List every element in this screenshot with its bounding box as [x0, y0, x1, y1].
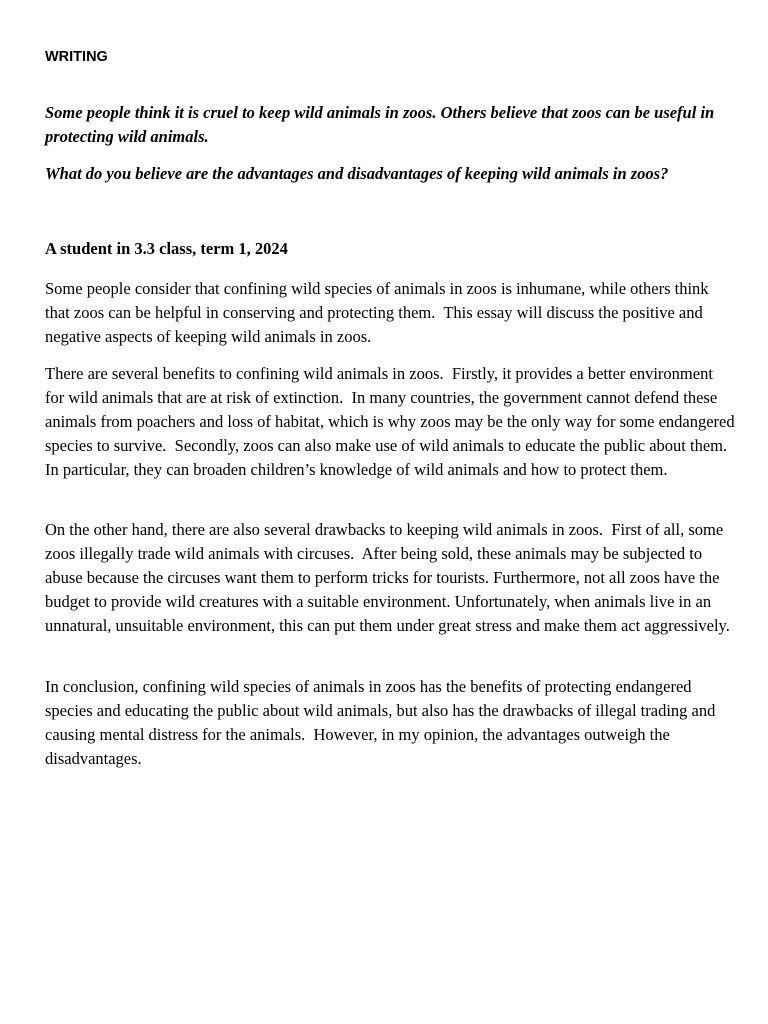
- essay-prompt-question: What do you believe are the advantages and disadvantages of keeping wild animals in zoos?: [45, 164, 669, 183]
- essay-paragraph-advantages: There are several benefits to confining wild animals in zoos. Firstly, it provides a better environment for wild animals that are at risk of extinction. In many countries, the government cannot defend these animals from poachers and loss of habitat, which is why zoos may be the only way for some endangered species to survive. Secondly, zoos can also make use of wild animals to educate the public about them. In particular, they can broaden children’s knowledge of wild animals and how to protect them.: [45, 364, 739, 479]
- essay-paragraph-conclusion: In conclusion, confining wild species of animals in zoos has the benefits of protecting endangered species and educating the public about wild animals, but also has the drawbacks of illegal trading and causing mental distress for the animals. However, in my opinion, the advantages outweigh the disadvantages.: [45, 677, 720, 768]
- essay-paragraph-introduction: Some people consider that confining wild species of animals in zoos is inhumane, while others think that zoos can be helpful in conserving and protecting them. This essay will discuss the positive and negative aspects of keeping wild animals in zoos.: [45, 279, 713, 346]
- section-heading: WRITING: [45, 49, 108, 65]
- author-line: A student in 3.3 class, term 1, 2024: [45, 239, 288, 258]
- essay-paragraph-disadvantages: On the other hand, there are also several drawbacks to keeping wild animals in zoos. First of all, some zoos illegally trade wild animals with circuses. After being sold, these animals may be subjected to abuse because the circuses want them to perform tricks for tourists. Furthermore, not all zoos have the budget to provide wild creatures with a suitable environment. Unfortunately, when animals live in an unnatural, unsuitable environment, this can put them under great stress and make them act aggressively.: [45, 520, 730, 635]
- essay-prompt-statement: Some people think it is cruel to keep wild animals in zoos. Others believe that zoos can be useful in protecting wild animals.: [45, 103, 715, 146]
